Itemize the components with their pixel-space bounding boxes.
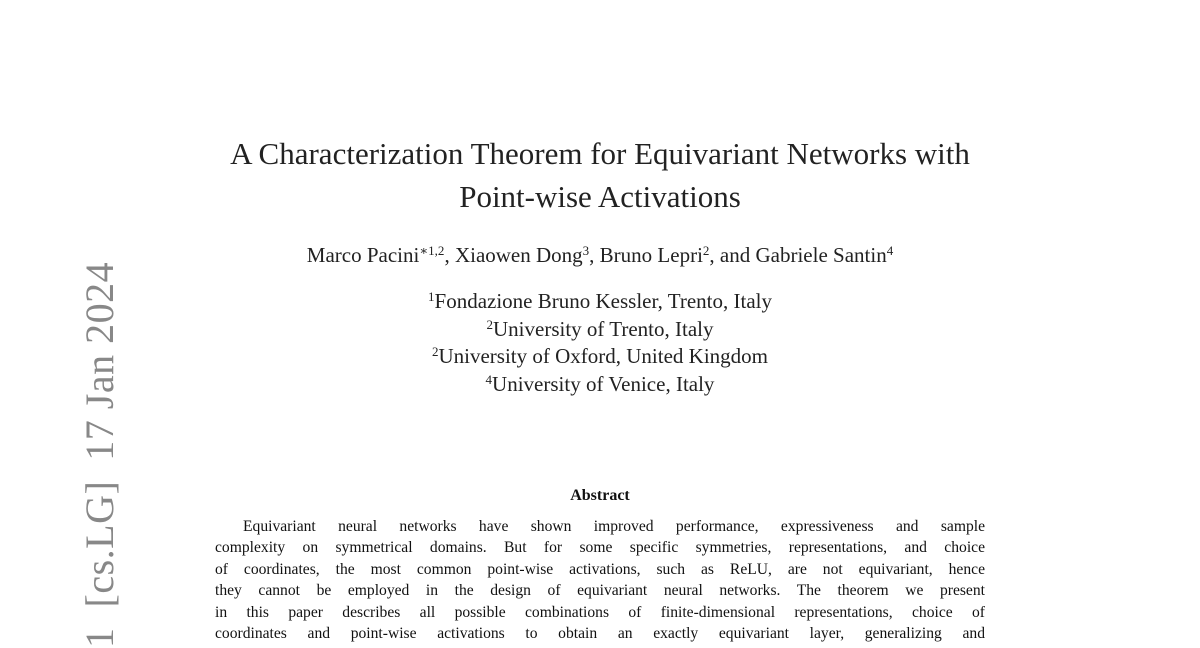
abstract-heading: Abstract: [570, 487, 630, 504]
affiliation-mark: 2: [431, 344, 439, 360]
affiliation-text: University of Trento, Italy: [493, 316, 714, 341]
author-name: Xiaowen Dong: [454, 243, 583, 267]
title-line-1: A Characterization Theorem for Equivariant Networks with: [230, 136, 970, 171]
affiliation-mark: 1: [428, 289, 435, 304]
affiliation-list: [250, 288, 950, 399]
affiliation-text: University of Oxford, United Kingdom: [438, 344, 769, 369]
affiliation-item: [250, 371, 950, 399]
author-affiliation-marks: ∗1,2: [419, 243, 445, 258]
affiliation-mark: 2: [486, 316, 493, 332]
affiliation-text: University of Venice, Italy: [492, 372, 715, 397]
abstract-line: of coordinates, the most common point-wise activations, such as ReLU, are not equivariant, hence: [215, 560, 985, 578]
author-separator: , and: [709, 243, 756, 267]
author-name: Bruno Lepri: [599, 243, 703, 267]
affiliation-text: Fondazione Bruno Kessler, Trento, Italy: [434, 289, 772, 313]
abstract-line: they cannot be employed in the design of equivariant neural networks. The theorem we present: [215, 582, 985, 600]
affiliation-item: [250, 316, 950, 344]
abstract-body: [215, 516, 985, 644]
arxiv-stamp: [76, 262, 123, 648]
author-affiliation-marks: 3: [582, 243, 590, 258]
arxiv-category: [cs.LG]: [77, 480, 122, 608]
affiliation-item: [250, 288, 950, 316]
author-affiliation-marks: 4: [886, 243, 894, 258]
author-name: Gabriele Santin: [755, 243, 887, 267]
author-separator: ,: [589, 243, 600, 267]
affiliation-item: [250, 343, 950, 371]
author-separator: ,: [444, 243, 455, 267]
paper-title: [150, 132, 1050, 218]
abstract-line: in this paper describes all possible combinations of finite-dimensional representations, choice of: [215, 603, 985, 621]
arxiv-date: 17 Jan 2024: [77, 261, 122, 461]
title-line-2: Point-wise Activations: [459, 179, 741, 214]
author-list: [150, 241, 1050, 269]
author-name: Marco Pacini: [306, 243, 420, 267]
arxiv-id: 1: [77, 627, 122, 648]
abstract-line: complexity on symmetrical domains. But for some specific symmetries, representations, and choice: [215, 539, 985, 557]
affiliation-mark: 4: [485, 372, 493, 388]
author-affiliation-marks: 2: [702, 243, 710, 258]
abstract-line: coordinates and point-wise activations to obtain an exactly equivariant layer, generalizing and: [215, 625, 985, 643]
abstract-line: Equivariant neural networks have shown improved performance, expressiveness and sample: [243, 518, 985, 535]
